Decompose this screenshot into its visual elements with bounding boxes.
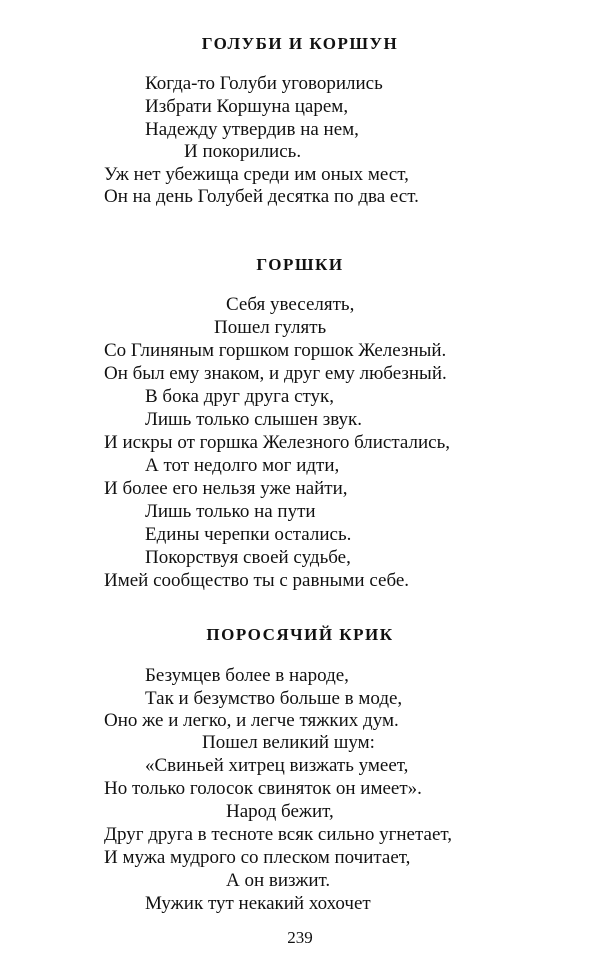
poem-line: Покорствуя своей судьбе, xyxy=(145,547,351,568)
poem-line: «Свиньей хитрец визжать умеет, xyxy=(145,755,409,776)
poem-title: ГОРШКИ xyxy=(256,255,344,274)
poem-line: Имей сообщество ты с равными себе. xyxy=(104,570,410,591)
poem-line: Надежду утвердив на нем, xyxy=(145,119,359,140)
poem-line: Он на день Голубей десятка по два ест. xyxy=(104,186,419,207)
poem-line: А он визжит. xyxy=(226,870,331,891)
poem-line: Он был ему знаком, и друг ему любезный. xyxy=(104,363,447,384)
poem-line: Пошел гулять xyxy=(214,317,327,338)
poem-line: Избрати Коршуна царем, xyxy=(145,96,349,117)
poem-line: Лишь только слышен звук. xyxy=(145,409,363,430)
poem-line: И искры от горшка Железного блистались, xyxy=(104,432,450,453)
poem-title: ГОЛУБИ И КОРШУН xyxy=(201,34,399,53)
poem-line: Мужик тут некакий хохочет xyxy=(145,893,371,914)
poem-line: Народ бежит, xyxy=(226,801,334,822)
poem-line: Друг друга в тесноте всяк сильно угнетает, xyxy=(104,824,453,845)
poem-line: А тот недолго мог идти, xyxy=(145,455,340,476)
poem-line: В бока друг друга стук, xyxy=(145,386,335,407)
poem-line: Когда-то Голуби уговорились xyxy=(145,73,383,94)
poem-line: Но только голосок свиняток он имеет». xyxy=(104,778,422,799)
poem-line: Безумцев более в народе, xyxy=(145,665,349,686)
poem-line: Оно же и легко, и легче тяжких дум. xyxy=(104,710,399,731)
page-number: 239 xyxy=(287,928,313,947)
poem-line: Себя увеселять, xyxy=(226,294,355,315)
poem-line: Пошел великий шум: xyxy=(202,732,375,753)
poem-line: И покорились. xyxy=(184,141,302,162)
poem-line: Лишь только на пути xyxy=(145,501,316,522)
poem-line: И мужа мудрого со плеском почитает, xyxy=(104,847,411,868)
poem-line: Со Глиняным горшком горшок Железный. xyxy=(104,340,447,361)
poem-line: И более его нельзя уже найти, xyxy=(104,478,348,499)
poem-title: ПОРОСЯЧИЙ КРИК xyxy=(206,625,394,644)
poem-line: Уж нет убежища среди им оных мест, xyxy=(104,164,409,185)
poem-line: Так и безумство больше в моде, xyxy=(145,688,403,709)
poem-line: Едины черепки остались. xyxy=(145,524,352,545)
